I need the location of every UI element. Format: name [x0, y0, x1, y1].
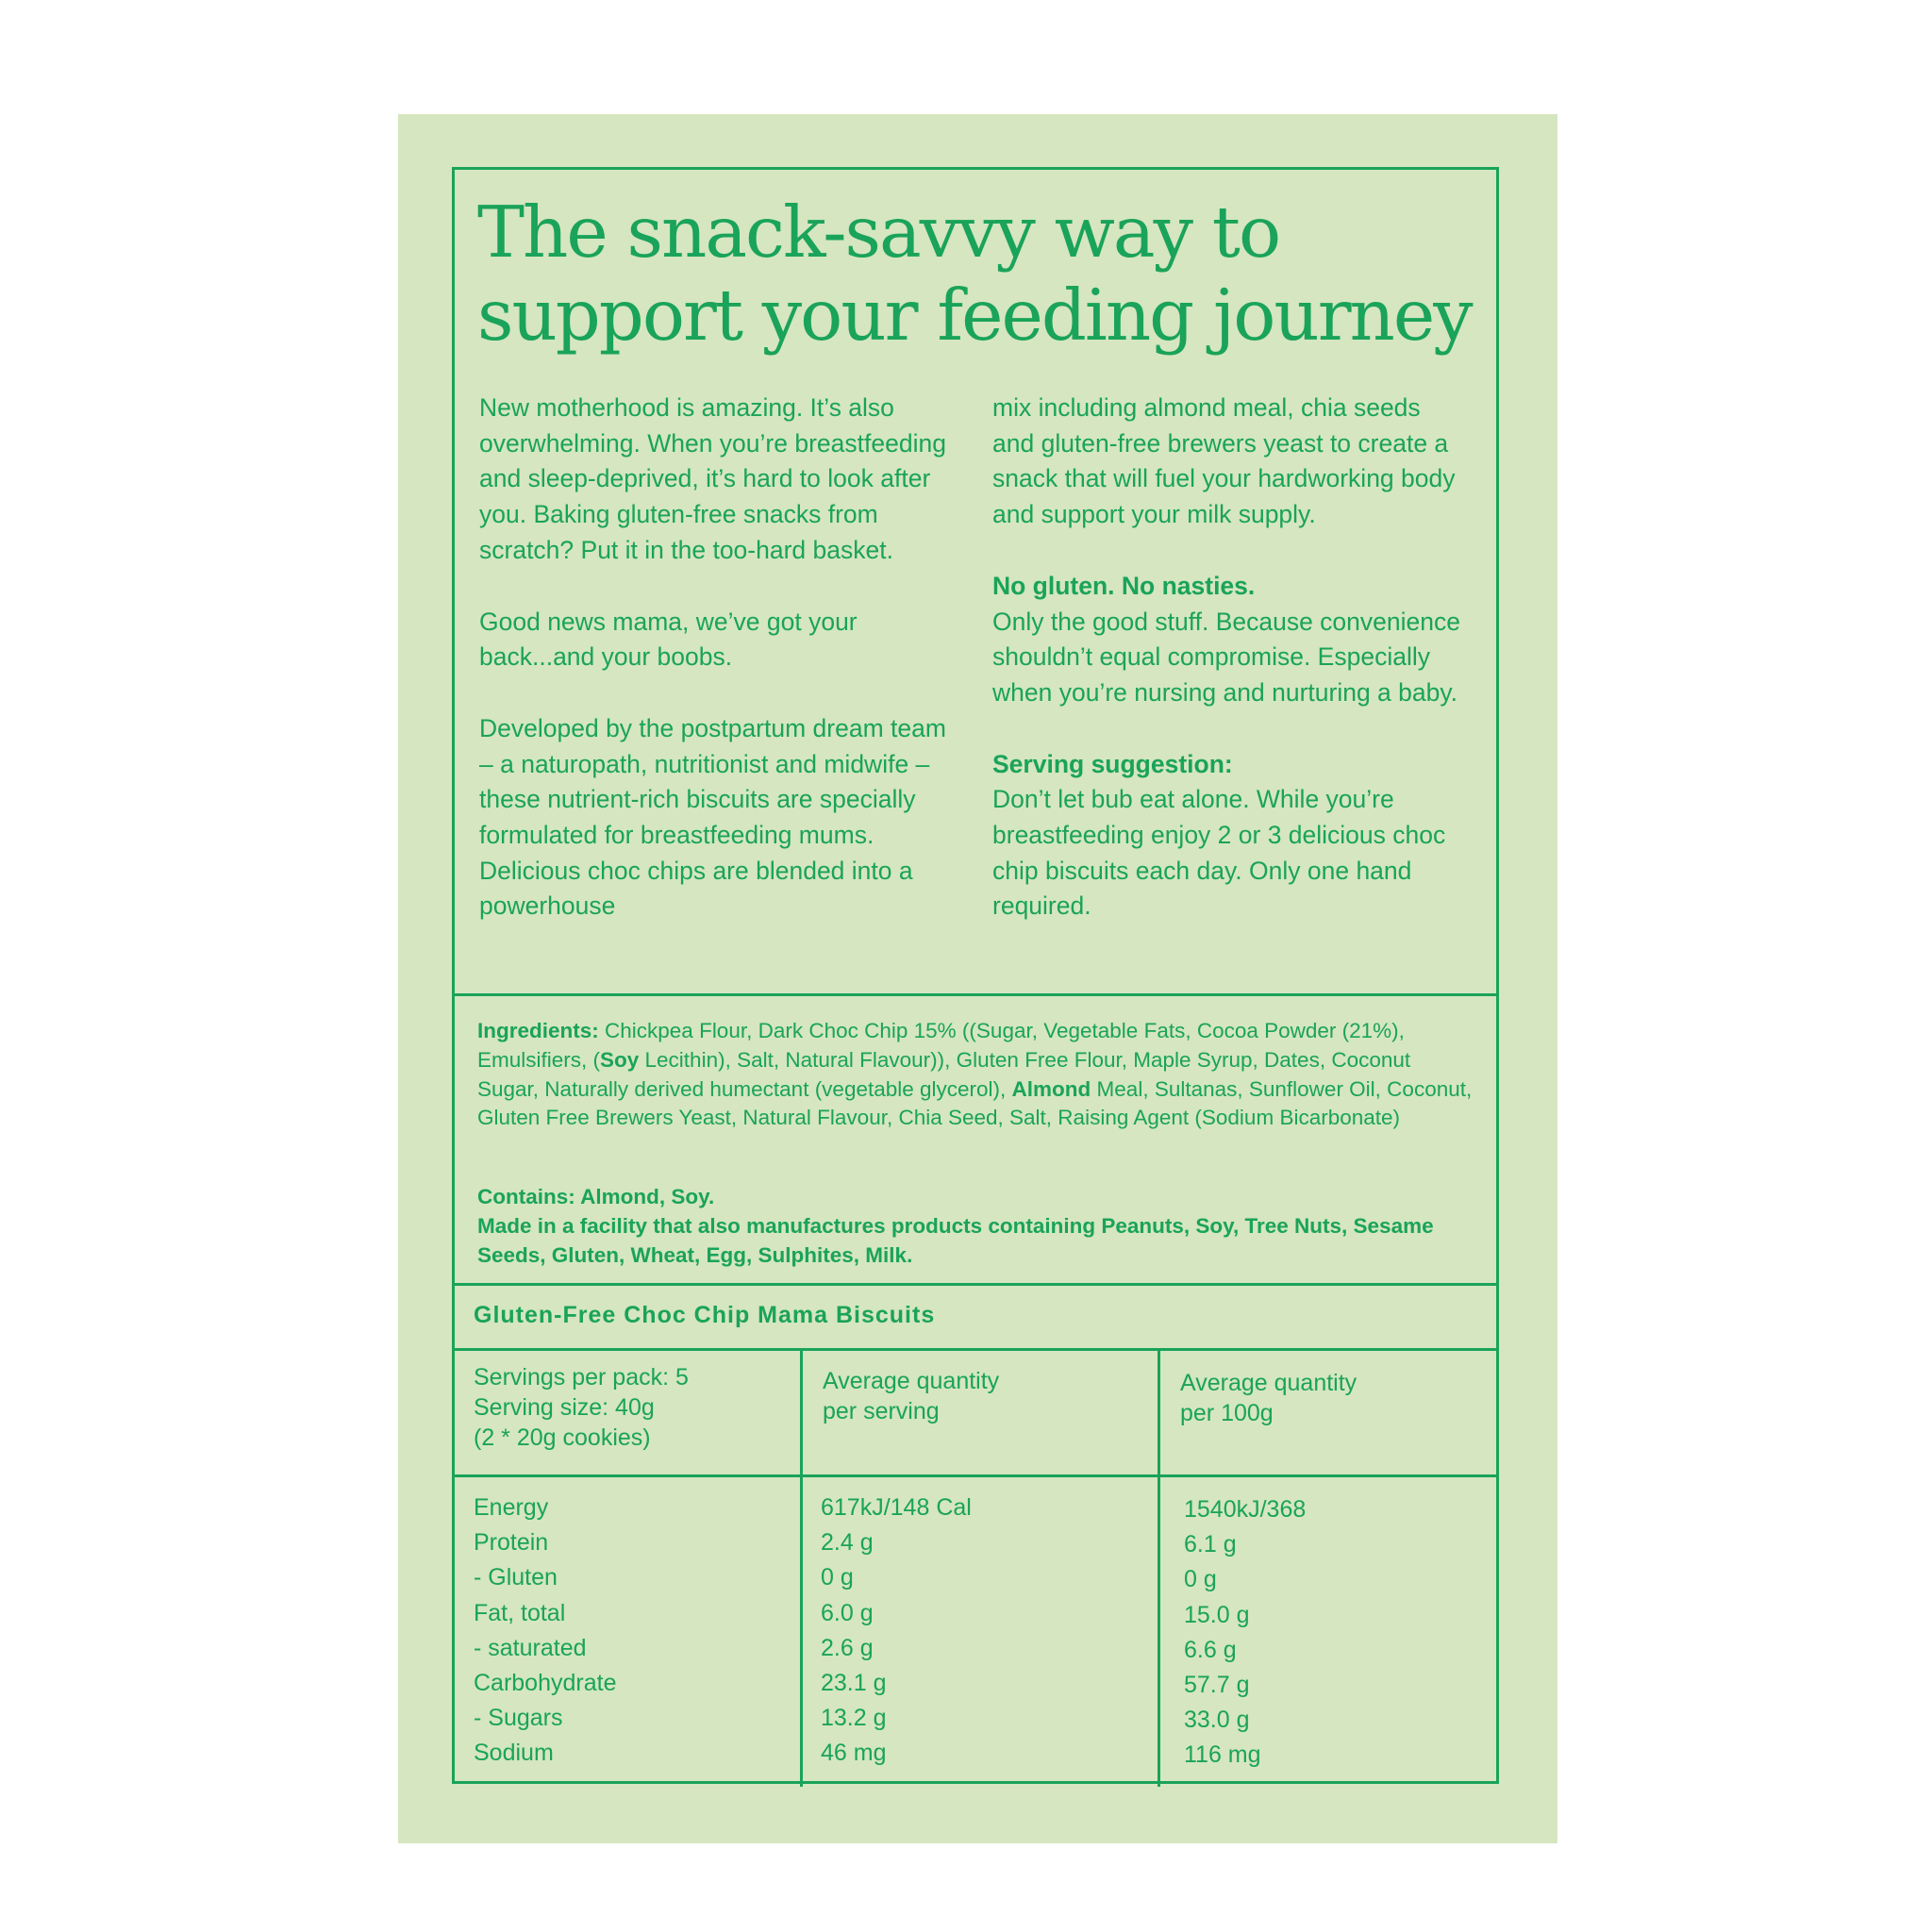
copy-paragraph: mix including almond meal, chia seeds and gluten-free brewers yeast to create a snack that will fuel your hardworking body and support your milk supply.	[992, 393, 1456, 529]
servings-info: Servings per pack: 5 Serving size: 40g (2 * 20g cookies)	[474, 1364, 689, 1451]
per-serving-value: 6.0 g	[821, 1599, 874, 1626]
nutrient-label: - saturated	[474, 1634, 587, 1661]
product-back-panel	[398, 114, 1557, 1843]
section-heading: No gluten. No nasties.	[992, 571, 1256, 600]
per-100g-values	[1184, 1492, 1306, 1774]
column-header-per-serving: Average quantity per serving	[823, 1368, 1000, 1424]
copy-left-column	[479, 391, 951, 960]
per-serving-value: 0 g	[821, 1564, 854, 1591]
per-serving-value: 13.2 g	[821, 1705, 887, 1732]
allergen-soy: Soy	[600, 1047, 640, 1072]
content-frame	[452, 167, 1499, 1784]
nutrient-label: - Gluten	[474, 1564, 558, 1591]
allergen-statement	[477, 1183, 1487, 1270]
divider	[455, 1348, 1496, 1351]
per-100g-value: 33.0 g	[1184, 1707, 1250, 1734]
ingredients-block: Ingredients: Chickpea Flour, Dark Choc Chip 15% ((Sugar, Vegetable Fats, Cocoa Powder (21%), Emulsifiers, (Soy Lecithin), Salt, Natural Flavour)), Gluten Free Flour, Maple Syrup, Dates, Coconut Sugar, Naturally derived humectant (vegetable glycerol), Almond Meal, Sultanas, Sunflower Oil, Coconut, Gluten Free Brewers Yeast, Natural Flavour, Chia Seed, Salt, Raising Agent (Sodium Bicarbonate)	[477, 1019, 1473, 1130]
nutrient-label: Carbohydrate	[474, 1670, 617, 1697]
per-100g-value: 6.1 g	[1184, 1531, 1237, 1558]
divider	[455, 1283, 1496, 1286]
section-text: Don’t let bub eat alone. While you’re breastfeeding enjoy 2 or 3 delicious choc chip biscuits each day. Only one hand required.	[992, 785, 1446, 921]
headline	[477, 191, 1477, 357]
per-100g-value: 1540kJ/368	[1184, 1496, 1307, 1523]
copy-paragraph: Good news mama, we’ve got your back...and your boobs.	[479, 607, 858, 672]
divider	[455, 993, 1496, 996]
nutrient-label: Fat, total	[474, 1599, 566, 1626]
per-100g-value: 57.7 g	[1184, 1672, 1250, 1699]
nutrition-table-title: Gluten-Free Choc Chip Mama Biscuits	[474, 1302, 936, 1328]
nutrient-label: Sodium	[474, 1740, 554, 1767]
nutrient-label: - Sugars	[474, 1705, 563, 1732]
copy-section	[992, 747, 1464, 925]
per-serving-values	[821, 1491, 972, 1772]
headline-line-1: The snack-savvy way to	[477, 191, 1280, 274]
nutrient-label: Energy	[474, 1494, 549, 1521]
nutrient-labels	[474, 1491, 616, 1772]
section-heading: Serving suggestion:	[992, 749, 1233, 778]
nutrient-label: Protein	[474, 1529, 549, 1557]
per-100g-value: 15.0 g	[1184, 1601, 1250, 1628]
column-header-per-100g: Average quantity per 100g	[1180, 1370, 1357, 1426]
per-100g-value: 0 g	[1184, 1566, 1217, 1593]
per-serving-value: 23.1 g	[821, 1670, 887, 1697]
copy-right-column	[992, 391, 1464, 960]
per-100g-value: 116 mg	[1184, 1741, 1261, 1769]
per-serving-value: 46 mg	[821, 1740, 887, 1767]
copy-section	[992, 569, 1464, 711]
section-text: Only the good stuff. Because convenience shouldn’t equal compromise. Especially when you’re nursing and nurturing a baby.	[992, 607, 1460, 707]
table-column-divider	[1158, 1348, 1160, 1787]
per-serving-value: 2.4 g	[821, 1529, 874, 1557]
contains-text: Contains: Almond, Soy.	[477, 1185, 715, 1208]
headline-line-2: support your feeding journey	[477, 274, 1472, 357]
per-serving-value: 617kJ/148 Cal	[821, 1494, 972, 1521]
copy-paragraph: Developed by the postpartum dream team – a naturopath, nutritionist and midwife – these nutrient-rich biscuits are specially formulated for breastfeeding mums. Delicious choc chips are blended into a powerhouse	[479, 713, 946, 921]
table-column-divider	[800, 1348, 803, 1787]
divider	[455, 1474, 1496, 1477]
copy-paragraph: New motherhood is amazing. It’s also overwhelming. When you’re breastfeeding and sleep-deprived, it’s hard to look after you. Baking gluten-free snacks from scratch? Put it in the too-hard basket.	[479, 393, 946, 564]
facility-warning: Made in a facility that also manufactures products containing Peanuts, Soy, Tree Nuts, Sesame Seeds, Gluten, Wheat, Egg, Sulphites, Milk.	[477, 1213, 1434, 1267]
allergen-almond: Almond	[1011, 1076, 1091, 1101]
per-serving-value: 2.6 g	[821, 1634, 874, 1661]
ingredients-label: Ingredients:	[477, 1019, 599, 1042]
per-100g-value: 6.6 g	[1184, 1636, 1237, 1663]
